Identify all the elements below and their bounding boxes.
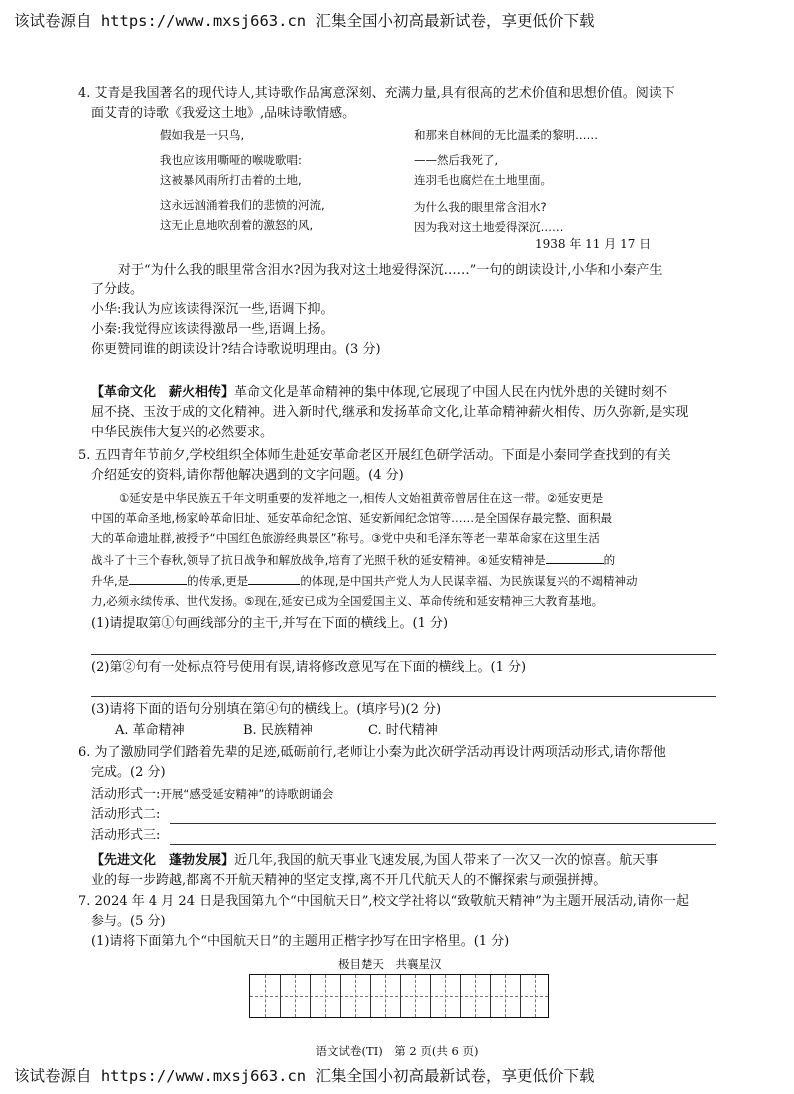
section-revolution-culture: 【革命文化 薪火相传】革命文化是革命精神的集中体现,它展现了中国人民在内忧外患的关键时刻不 [91, 385, 668, 400]
source-banner[interactable]: 该试卷源自 https://www.mxsj663.cn 汇集全国小初高最新试卷，享更低价下载 [14, 1067, 595, 1085]
space-day-theme: 极目楚天 共襄星汉 [338, 957, 442, 971]
option-b: B. 民族精神 [243, 723, 313, 738]
poem-line: 我也应该用嘶哑的喉咙歌唱: [160, 153, 302, 167]
activity-form-1: 活动形式一:开展“感受延安精神”的诗歌朗诵会 [91, 787, 334, 802]
q5-passage-line: ①延安是中华民族五千年文明重要的发祥地之一,相传人文始祖黄帝曾居住在这一带。②延安更是 [119, 491, 604, 505]
poem-right-column [414, 128, 598, 235]
q5-sub2: (2)第②句有一处标点符号使用有误,请将修改意见写在下面的横线上。(1 分) [91, 660, 527, 675]
activity-form-3-line[interactable] [170, 844, 716, 845]
q7-stem-line1: 7. 2024 年 4 月 24 日是我国第九个“中国航天日”,校文学社将以“致敬航天精神”为主题开展活动,请你一起 [78, 894, 689, 909]
section-text: 屈不挠、玉汝于成的文化精神。进入新时代,继承和发扬革命文化,让革命精神薪火相传、历久弥新,是实现 [91, 405, 689, 420]
q4-paragraph: 对于“为什么我的眼里常含泪水?因为我对这土地爱得深沉……”一句的朗读设计,小华和小秦产生 [118, 263, 663, 278]
q6-stem-line2: 完成。(2 分) [91, 765, 166, 780]
q5-sub1: (1)请提取第①句画线部分的主干,并写在下面的横线上。(1 分) [91, 616, 449, 631]
q5-stem-line2: 介绍延安的资料,请你帮他解决遇到的文字问题。(4 分) [91, 468, 404, 483]
q4-paragraph: 了分歧。 [91, 282, 144, 297]
q7-sub1: (1)请将下面第九个“中国航天日”的主题用正楷字抄写在田字格里。(1 分) [91, 934, 510, 949]
blank-line[interactable] [248, 572, 300, 585]
q6-stem-line1: 6. 为了激励同学们踏着先辈的足迹,砥砺前行,老师让小秦为此次研学活动再设计两项活动形式,请你帮他 [78, 745, 666, 760]
poem-line: 为什么我的眼里常含泪水? [414, 200, 547, 214]
poem-line: 连羽毛也腐烂在土地里面。 [414, 173, 552, 187]
q7-stem-line2: 参与。(5 分) [91, 914, 166, 929]
poem-line: 这永远汹涌着我们的悲愤的河流, [160, 198, 325, 212]
poem-date: 1938 年 11 月 17 日 [535, 237, 652, 251]
q5-passage-line: 大的革命遗址群,被授予“中国红色旅游经典景区”称号。③党中央和毛泽东等老一辈革命家在这里生活 [91, 531, 600, 545]
q4-xiaoqin: 小秦:我觉得应该读得激昂一些,语调上扬。 [91, 322, 334, 337]
section-text: 业的每一步跨越,都离不开航天精神的坚定支撑,离不开几代航天人的不懈探索与顽强拼搏。 [91, 873, 607, 888]
answer-line[interactable] [91, 654, 716, 655]
q5-passage-line: 力,必须永续传承、世代发扬。⑤现在,延安已成为全国爱国主义、革命传统和延安精神三大教育基地。 [91, 594, 604, 608]
activity-form-2-label: 活动形式二: [91, 807, 161, 822]
section-tag: 【先进文化 蓬勃发展】 [91, 853, 235, 868]
blank-line[interactable] [546, 551, 604, 564]
poem-line: 假如我是一只鸟, [160, 128, 245, 142]
poem-line: ——然后我死了, [414, 153, 499, 167]
poem-line: 因为我对这土地爱得深沉…… [414, 220, 564, 234]
q4-stem-line2: 面艾青的诗歌《我爱这土地》,品味诗歌情感。 [91, 106, 356, 121]
blank-line[interactable] [129, 572, 187, 585]
section-text: 中华民族伟大复兴的必然要求。 [91, 425, 274, 440]
section-tag: 【革命文化 薪火相传】 [91, 385, 235, 400]
poem-line: 这被暴风雨所打击着的土地, [160, 173, 302, 187]
option-c: C. 时代精神 [368, 723, 438, 738]
q5-passage-line: 升华,是 的传承,更是 的体现,是中国共产党人为人民谋幸福、为民族谋复兴的不竭精神动 [91, 574, 638, 588]
q4-stem-line1: 4. 艾青是我国著名的现代诗人,其诗歌作品寓意深刻、充满力量,具有很高的艺术价值和思想价值。阅读下 [78, 86, 675, 101]
q5-passage-line: 战斗了十三个春秋,领导了抗日战争和解放战争,培育了光照千秋的延安精神。④延安精神是 的 [91, 553, 616, 567]
source-banner[interactable]: 该试卷源自 https://www.mxsj663.cn 汇集全国小初高最新试卷，享更低价下载 [14, 12, 595, 30]
q5-stem-line1: 5. 五四青年节前夕,学校组织全体师生赴延安革命老区开展红色研学活动。下面是小秦同学查找到的有关 [78, 448, 671, 463]
poem-line: 这无止息地吹刮着的激怒的风, [160, 218, 314, 232]
section-advanced-culture: 【先进文化 蓬勃发展】近几年,我国的航天事业飞速发展,为国人带来了一次又一次的惊喜。航天事 [91, 853, 659, 868]
page-footer: 语文试卷(TI) 第 2 页(共 6 页) [315, 1044, 479, 1058]
activity-form-3-label: 活动形式三: [91, 828, 161, 843]
poem-left-column [160, 128, 325, 233]
answer-line[interactable] [91, 696, 716, 697]
q4-question: 你更赞同谁的朗读设计?结合诗歌说明理由。(3 分) [91, 342, 381, 357]
q4-xiaohua: 小华:我认为应该读得深沉一些,语调下抑。 [91, 302, 334, 317]
option-a: A. 革命精神 [115, 723, 185, 738]
q5-passage-line: 中国的革命圣地,杨家岭革命旧址、延安革命纪念馆、延安新闻纪念馆等……是全国保存最完整、面积最 [91, 511, 613, 525]
q5-sub3: (3)请将下面的语句分别填在第④句的横线上。(填序号)(2 分) [91, 702, 442, 717]
tianzige-grid[interactable] [249, 974, 549, 1018]
poem-line: 和那来自林间的无比温柔的黎明…… [414, 128, 598, 142]
activity-form-2-line[interactable] [170, 823, 716, 824]
